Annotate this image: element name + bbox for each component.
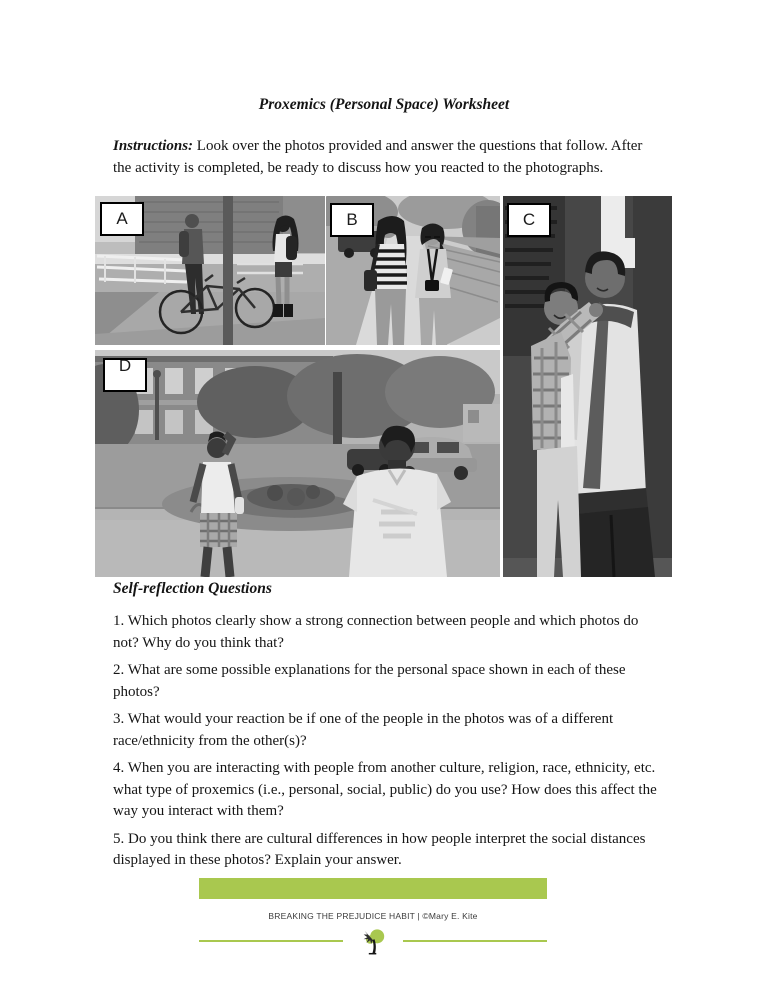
photo-grid <box>95 196 672 577</box>
photo-c-image <box>503 196 672 577</box>
photo-b <box>326 196 500 345</box>
photo-a-letter: A <box>116 209 128 228</box>
footer-credit: BREAKING THE PREJUDICE HABIT | ©Mary E. Kite <box>268 911 478 921</box>
questions-heading: Self-reflection Questions <box>113 580 272 597</box>
photo-b-label <box>330 203 374 237</box>
question-5: 5. Do you think there are cultural differences in how people interpret the social distances displayed in these photos? Explain your answer. <box>113 830 646 868</box>
footer-rule-right <box>403 940 547 943</box>
photo-c <box>503 196 672 577</box>
question-3: 3. What would your reaction be if one of the people in the photos was of a different race/ethnicity from the other(s)? <box>113 711 614 749</box>
photo-c-letter: C <box>522 210 536 229</box>
photo-c-label <box>507 203 551 237</box>
photo-d-letter: D <box>118 358 132 375</box>
question-2: 2. What are some possible explanations for the personal space shown in each of these photos? <box>113 662 626 700</box>
photo-d-label <box>103 358 147 392</box>
instructions-label: Instructions: <box>113 138 194 154</box>
photo-d-image <box>95 350 500 577</box>
footer <box>199 878 547 956</box>
photo-d <box>95 350 500 577</box>
footer-accent-bar <box>199 878 547 899</box>
photo-b-letter: B <box>346 210 358 229</box>
photo-a <box>95 196 325 345</box>
question-4: 4. When you are interacting with people from another culture, religion, race, ethnicity, etc. what type of proxemics (i.e., personal, social, public) do you use? How does this affect the way you interact with them? <box>113 760 657 819</box>
footer-rule-left <box>199 940 343 943</box>
instructions-paragraph <box>113 135 663 179</box>
page-title: Proxemics (Personal Space) Worksheet <box>258 96 510 114</box>
footer-rule <box>199 926 547 956</box>
self-reflection-section <box>113 580 663 878</box>
question-1: 1. Which photos clearly show a strong connection between people and which photos do not? Why do you think that? <box>113 613 639 651</box>
tree-logo-icon <box>359 927 387 955</box>
photo-a-label <box>100 202 144 236</box>
instructions-text: Look over the photos provided and answer the questions that follow. After the activity is completed, be ready to discuss how you reacted to the photographs. <box>113 138 643 176</box>
